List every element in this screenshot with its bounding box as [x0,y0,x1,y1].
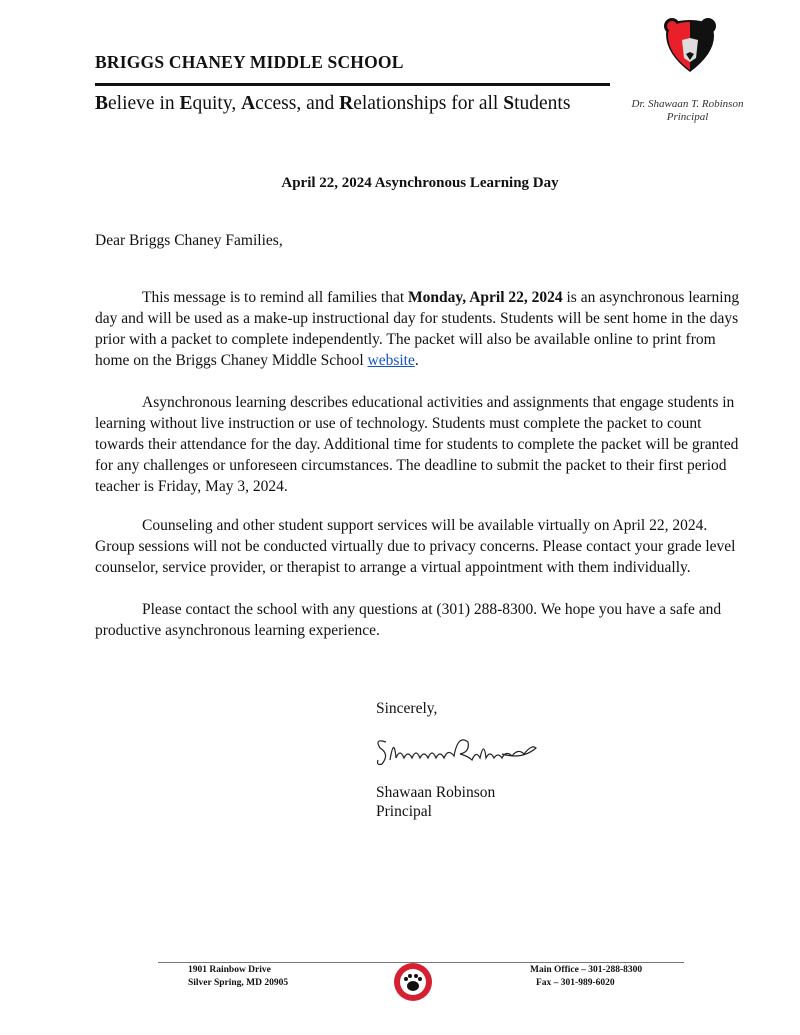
letter-title: April 22, 2024 Asynchronous Learning Day [281,175,559,191]
school-motto: Believe in Equity, Access, and Relationships for all Students [95,93,571,114]
signer-name: Shawaan Robinson [376,784,496,801]
handwritten-signature [372,730,542,770]
fax-number: Fax – 301-989-6020 [536,978,615,988]
signer-block [376,783,495,821]
bear-paw-seal-icon [393,962,433,1002]
website-link[interactable]: website [367,352,415,369]
main-office-phone: Main Office – 301-288-8300 [530,965,643,975]
paragraph-2: Asynchronous learning describes educational activities and assignments that engage students in learning without live instruction or use of technology. Students must complete the packet to count towards their attendance for the day. Additional time for students to complete the packet will be granted for any challenges or unforeseen circumstances. The deadline to submit the packet to their first period teacher is Friday, May 3, 2024. [95,394,739,495]
footer-contact [530,964,642,990]
paragraph-1: This message is to remind all families that Monday, April 22, 2024 is an asynchronous learning day and will be used as a make-up instructional day for students. Students will be sent home in the days prior with a packet to complete independently. The packet will also be available online to print from home on the Briggs Chaney Middle School website. [95,289,740,369]
school-name: BRIGGS CHANEY MIDDLE SCHOOL [95,52,404,72]
address-line-2: Silver Spring, MD 20905 [188,978,289,988]
principal-name: Dr. Shawaan T. Robinson [631,98,744,110]
salutation: Dear Briggs Chaney Families, [95,232,283,249]
principal-header [600,98,775,124]
principal-title: Principal [666,111,709,123]
address-line-1: 1901 Rainbow Drive [188,965,271,975]
bear-head-logo-icon [660,14,720,74]
footer-address [188,964,288,990]
paragraph-4: Please contact the school with any questions at (301) 288-8300. We hope you have a safe and productive asynchronous learning experience. [95,601,722,639]
paragraph-3: Counseling and other student support services will be available virtually on April 22, 2024. Group sessions will not be conducted virtually due to privacy concerns. Please contact your grade level counselor, service provider, or therapist to arrange a virtual appointment with them individually. [95,517,736,576]
closing: Sincerely, [376,700,438,717]
header-divider [95,83,610,86]
signer-title: Principal [376,803,432,820]
date-emphasis: Monday, April 22, 2024 [408,289,563,306]
